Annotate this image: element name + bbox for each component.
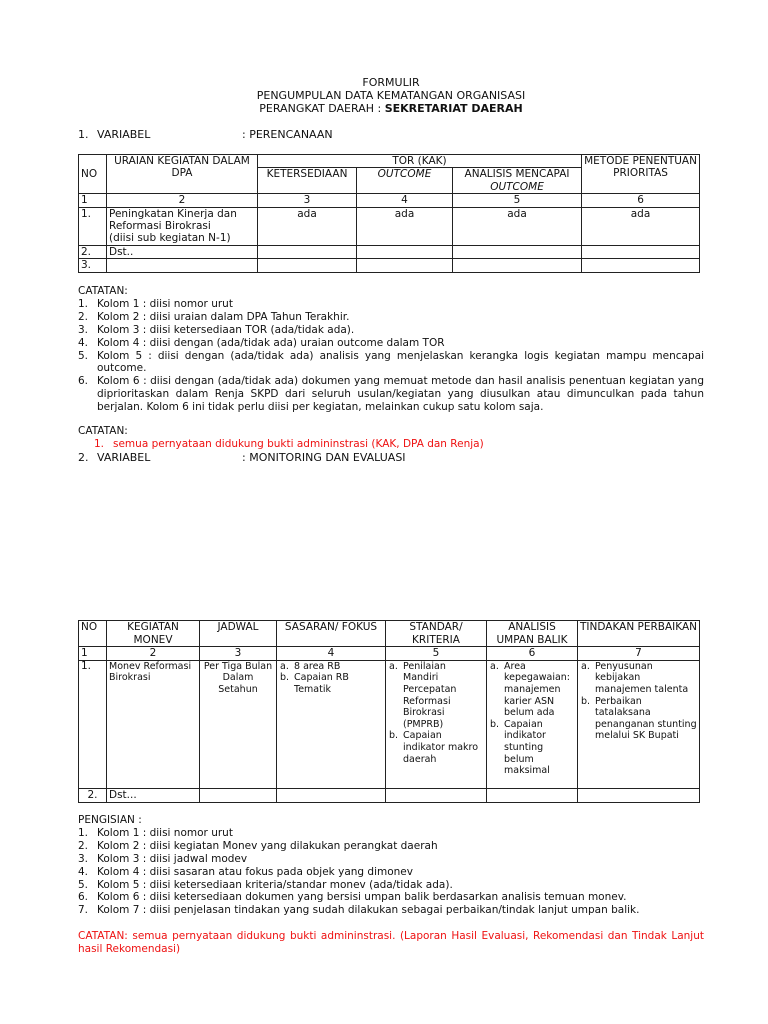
list-item: 2. Kolom 2 : diisi uraian dalam DPA Tahun Terakhir. bbox=[78, 310, 350, 323]
table-header-row bbox=[79, 155, 700, 168]
column-number-row: 1 2 3 4 5 6 bbox=[79, 194, 700, 207]
list-item: 4. Kolom 4 : diisi dengan (ada/tidak ada) uraian outcome dalam TOR bbox=[78, 336, 445, 349]
list-item: 1. Kolom 1 : diisi nomor urut bbox=[78, 297, 233, 310]
red-note: 1. semua pernyataan didukung bukti admininstrasi (KAK, DPA dan Renja) bbox=[94, 437, 484, 450]
header-ketersediaan: KETERSEDIAAN bbox=[258, 168, 357, 194]
title-line-2: PENGUMPULAN DATA KEMATANGAN ORGANISASI bbox=[256, 89, 526, 102]
list-item: 2. Kolom 2 : diisi kegiatan Monev yang dilakukan perangkat daerah bbox=[78, 839, 438, 852]
header-analisis: ANALISIS MENCAPAI OUTCOME bbox=[453, 168, 582, 194]
variable-monev: 2. VARIABEL : MONITORING DAN EVALUASI bbox=[78, 451, 406, 464]
list-item: 1. Kolom 1 : diisi nomor urut bbox=[78, 826, 233, 839]
pengisian-section bbox=[78, 814, 704, 917]
catatan-heading: CATATAN: bbox=[78, 285, 128, 297]
list-item: 5. Kolom 5 : diisi dengan (ada/tidak ada) analisis yang menjelaskan kerangka logis kegiatan mampu mencapai outcome. bbox=[78, 349, 704, 375]
final-red-note: CATATAN: semua pernyataan didukung bukti admininstrasi. (Laporan Hasil Evaluasi, Rekomendasi dan Tindak Lanjut hasil Rekomendasi) bbox=[78, 930, 704, 955]
list-item: 7. Kolom 7 : diisi penjelasan tindakan yang sudah dilakukan sebagai perbaikan/tindak lanjut umpan balik. bbox=[78, 904, 640, 917]
table-row: 1. Monev Reformasi Birokrasi Per Tiga Bulan Dalam Setahun a. 8 area RB b. Capaian RB Tematik a. Penilaian Mandiri Percepatan Reformasi Birokrasi (PMPRB) b. Capaian indikator makro daerah a. Area kepegawaian: manajemen karier ASN belum ada b. Capaian indikator stunting belum maksimal a. Penyusunan kebijakan manajemen talenta b. Perbaikan tatalaksana penanganan stunting melalui SK Bupati bbox=[79, 660, 700, 788]
organization-name: SEKRETARIAT DAERAH bbox=[384, 102, 523, 115]
table-row: 3. bbox=[79, 259, 700, 272]
table-row: 2. Dst... bbox=[79, 788, 700, 802]
table-row: 2. Dst.. bbox=[79, 245, 700, 258]
header-uraian: URAIAN KEGIATAN DALAM DPA bbox=[107, 155, 258, 194]
table-row: 1. Peningkatan Kinerja dan Reformasi Birokrasi (diisi sub kegiatan N-1) ada ada ada ada bbox=[79, 207, 700, 245]
title-line-3: PERANGKAT DAERAH : SEKRETARIAT DAERAH bbox=[259, 102, 523, 115]
header-no: NO bbox=[79, 155, 107, 194]
pengisian-heading: PENGISIAN : bbox=[78, 814, 142, 826]
list-item: 3. Kolom 3 : diisi ketersediaan TOR (ada/tidak ada). bbox=[78, 323, 355, 336]
list-item: 5. Kolom 5 : diisi ketersediaan kriteria/standar monev (ada/tidak ada). bbox=[78, 878, 453, 891]
monev-table bbox=[78, 620, 700, 803]
variable-perencanaan: 1. VARIABEL : PERENCANAAN bbox=[78, 128, 333, 141]
catatan-section-2: CATATAN: 1. semua pernyataan didukung bukti admininstrasi (KAK, DPA dan Renja) bbox=[78, 425, 704, 451]
catatan-section-1 bbox=[78, 285, 704, 414]
column-number-row: 1 2 3 4 5 6 7 bbox=[79, 647, 700, 661]
header-outcome: OUTCOME bbox=[357, 168, 453, 194]
form-title bbox=[0, 76, 768, 115]
list-item: 6. Kolom 6 : diisi dengan (ada/tidak ada) dokumen yang memuat metode dan hasil analisis penentuan kegiatan yang diprioritaskan dalam Renja SKPD dari seluruh usulan/kegiatan yang diusulkan atau dimunculkan pada tahun berjalan. Kolom 6 ini tidak perlu diisi per kegiatan, melainkan cukup satu kolom saja. bbox=[78, 375, 704, 414]
list-item: 3. Kolom 3 : diisi jadwal modev bbox=[78, 852, 248, 865]
list-item: 6. Kolom 6 : diisi ketersediaan dokumen yang bersisi umpan balik berdasarkan analisis temuan monev. bbox=[78, 891, 627, 904]
header-tor: TOR (KAK) bbox=[258, 155, 582, 168]
planning-table bbox=[78, 154, 700, 273]
title-line-1: FORMULIR bbox=[362, 76, 420, 89]
table-header-row: NO KEGIATAN MONEV JADWAL SASARAN/ FOKUS STANDAR/ KRITERIA ANALISIS UMPAN BALIK TINDAKAN PERBAIKAN bbox=[79, 621, 700, 647]
header-metode: METODE PENENTUAN PRIORITAS bbox=[582, 155, 700, 194]
list-item: 4. Kolom 4 : diisi sasaran atau fokus pada objek yang dimonev bbox=[78, 865, 413, 878]
